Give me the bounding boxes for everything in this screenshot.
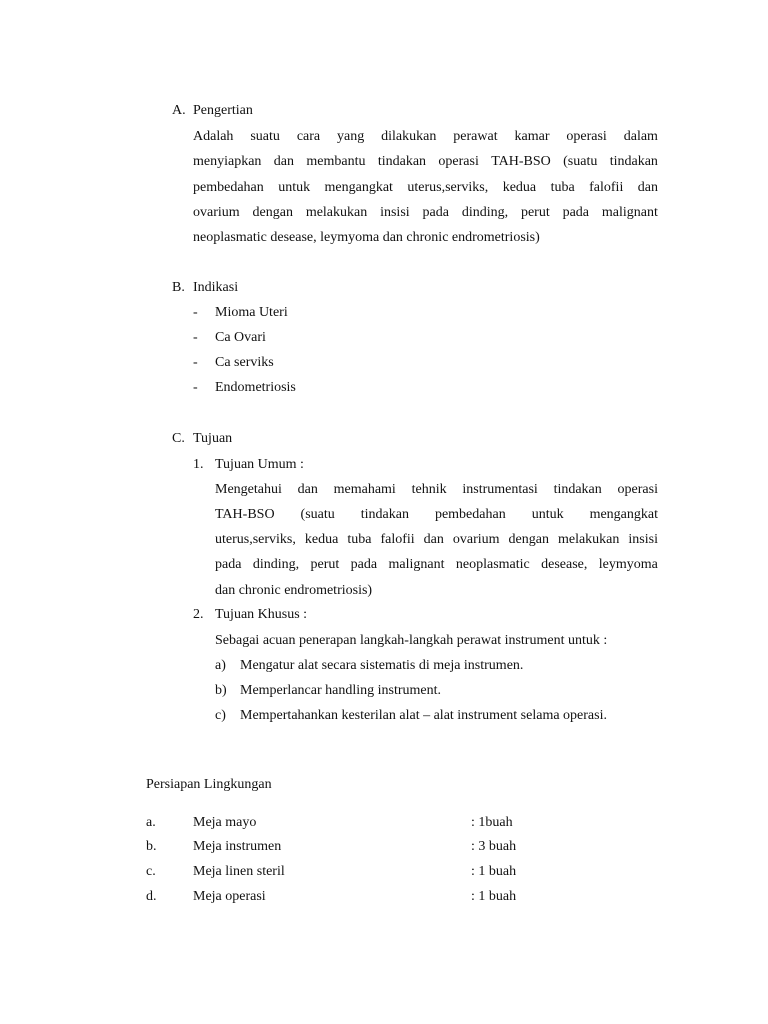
persiapan-item-qty: : 1 buah bbox=[471, 889, 517, 904]
persiapan-item-qty: : 3 buah bbox=[471, 839, 517, 854]
persiapan-item-marker: a. bbox=[146, 815, 156, 830]
tujuan-khusus-item-marker: c) bbox=[215, 708, 226, 723]
tujuan-khusus-item: Mengatur alat secara sistematis di meja instrumen. bbox=[240, 658, 524, 673]
tujuan-khusus-title: Tujuan Khusus : bbox=[215, 607, 308, 622]
persiapan-item-name: Meja mayo bbox=[193, 815, 257, 830]
section-a-line: neoplasmatic desease, leymyoma dan chronic endrometriosis) bbox=[193, 230, 540, 245]
tujuan-umum-title: Tujuan Umum : bbox=[215, 457, 304, 472]
tujuan-khusus-item-marker: b) bbox=[215, 683, 227, 698]
persiapan-item-qty: : 1buah bbox=[471, 815, 513, 830]
tujuan-umum-line: Mengetahui dan memahami tehnik instrumentasi tindakan operasi bbox=[215, 482, 658, 497]
bullet-dash: - bbox=[193, 355, 198, 370]
persiapan-item-name: Meja linen steril bbox=[193, 864, 285, 879]
persiapan-item-name: Meja instrumen bbox=[193, 839, 282, 854]
section-a-line: pembedahan untuk mengangkat uterus,serviks, kedua tuba falofii dan bbox=[193, 180, 658, 195]
persiapan-item-marker: b. bbox=[146, 839, 157, 854]
persiapan-item-marker: c. bbox=[146, 864, 156, 879]
section-a-line: menyiapkan dan membantu tindakan operasi TAH-BSO (suatu tindakan bbox=[193, 154, 658, 169]
bullet-dash: - bbox=[193, 305, 198, 320]
persiapan-item-marker: d. bbox=[146, 889, 157, 904]
tujuan-khusus-item: Mempertahankan kesterilan alat – alat instrument selama operasi. bbox=[240, 708, 607, 723]
bullet-dash: - bbox=[193, 380, 198, 395]
section-a-marker: A. bbox=[172, 103, 186, 118]
section-b-title: Indikasi bbox=[193, 280, 239, 295]
section-a-line: ovarium dengan melakukan insisi pada dinding, perut pada malignant bbox=[193, 205, 658, 220]
section-a-title: Pengertian bbox=[193, 103, 253, 118]
bullet-dash: - bbox=[193, 330, 198, 345]
persiapan-item-name: Meja operasi bbox=[193, 889, 266, 904]
tujuan-khusus-intro: Sebagai acuan penerapan langkah-langkah perawat instrument untuk : bbox=[215, 633, 608, 648]
tujuan-umum-line: uterus,serviks, kedua tuba falofii dan ovarium dengan melakukan insisi bbox=[215, 532, 658, 547]
section-c-marker: C. bbox=[172, 431, 185, 446]
tujuan-umum-marker: 1. bbox=[193, 457, 204, 472]
indikasi-item: Ca serviks bbox=[215, 355, 274, 370]
section-b-marker: B. bbox=[172, 280, 185, 295]
persiapan-title: Persiapan Lingkungan bbox=[146, 777, 272, 792]
indikasi-item: Ca Ovari bbox=[215, 330, 266, 345]
tujuan-khusus-marker: 2. bbox=[193, 607, 204, 622]
tujuan-umum-line: TAH-BSO (suatu tindakan pembedahan untuk mengangkat bbox=[215, 507, 658, 522]
indikasi-item: Endometriosis bbox=[215, 380, 296, 395]
indikasi-item: Mioma Uteri bbox=[215, 305, 288, 320]
section-a-line: Adalah suatu cara yang dilakukan perawat kamar operasi dalam bbox=[193, 129, 658, 144]
section-c-title: Tujuan bbox=[193, 431, 233, 446]
tujuan-khusus-item-marker: a) bbox=[215, 658, 226, 673]
tujuan-umum-line: pada dinding, perut pada malignant neoplasmatic desease, leymyoma bbox=[215, 557, 658, 572]
tujuan-khusus-item: Memperlancar handling instrument. bbox=[240, 683, 441, 698]
tujuan-umum-line: dan chronic endrometriosis) bbox=[215, 583, 373, 598]
persiapan-item-qty: : 1 buah bbox=[471, 864, 517, 879]
